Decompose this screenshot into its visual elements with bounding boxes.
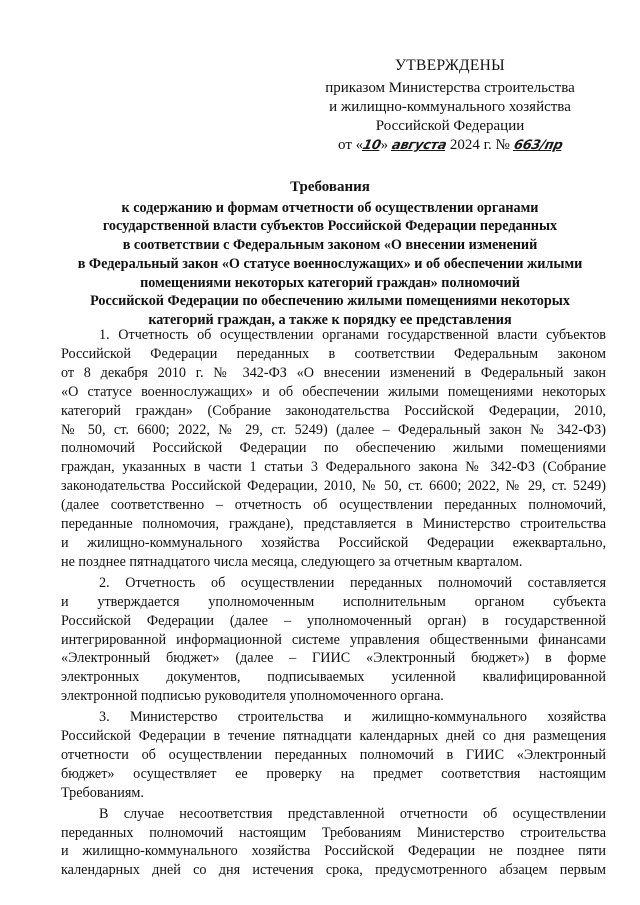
paragraph-line: электронных документов, подписываемых усиленной квалифицированной bbox=[61, 669, 606, 686]
paragraph-line: и жилищно-коммунального хозяйства Российской Федерации не позднее пяти bbox=[61, 843, 606, 860]
paragraph-line: граждан, указанных в части 1 статьи 3 Федерального закона № 342-ФЗ (Собрание bbox=[61, 459, 606, 476]
date-mid: » bbox=[380, 137, 392, 153]
title-line: государственной власти субъектов Российской Федерации переданных bbox=[102, 218, 558, 235]
paragraph bbox=[61, 708, 606, 803]
approval-heading: УТВЕРЖДЕНЫ bbox=[395, 57, 505, 74]
paragraph-line: переданных полномочий настоящим Требованиям Министерство строительства bbox=[61, 824, 606, 841]
paragraph-line: интегрированной информационной системе управления общественными финансами bbox=[61, 631, 606, 648]
paragraph-line: категорий граждан» (Собрание законодательства Российской Федерации, 2010, bbox=[61, 402, 606, 419]
paragraph-line: не позднее пятнадцатого числа месяца, следующего за отчетным кварталом. bbox=[61, 553, 523, 570]
paragraph-line: Требованиям. bbox=[61, 784, 144, 801]
document-body bbox=[61, 326, 606, 882]
paragraph-line: Российской Федерации в течение пятнадцати календарных дней со дня размещения bbox=[61, 728, 606, 745]
title-line: к содержанию и формам отчетности об осуществлении органами bbox=[121, 199, 539, 216]
paragraph-line: 3. Министерство строительства и жилищно-коммунального хозяйства bbox=[99, 709, 606, 726]
paragraph-line: (далее соответственно – отчетность об осуществлении переданных полномочий, bbox=[61, 497, 606, 514]
paragraph-line: «О статусе военнослужащих» и об обеспечении жилыми помещениями некоторых bbox=[61, 383, 606, 400]
approval-stamp-block bbox=[300, 56, 600, 155]
paragraph-line: 1. Отчетность об осуществлении органами государственной власти субъектов bbox=[99, 327, 606, 343]
paragraph-line: электронной подписью руководителя уполномоченного органа. bbox=[61, 688, 444, 705]
handwritten-day: 10 bbox=[361, 138, 383, 153]
paragraph-line: В случае несоответствия представленной отчетности об осуществлении bbox=[99, 805, 606, 822]
paragraph-line: отчетности об осуществлении переданных полномочий в ГИИС «Электронный bbox=[61, 746, 606, 763]
title-line: Российской Федерации по обеспечению жилыми помещениями некоторых bbox=[90, 293, 570, 310]
paragraph-line: Российской Федерации (далее – уполномоченный орган) в государственной bbox=[61, 612, 606, 629]
paragraph bbox=[61, 326, 606, 572]
paragraph-line: календарных дней со дня истечения срока, предусмотренного абзацем первым bbox=[61, 862, 606, 879]
paragraph-line: и утверждается уполномоченным исполнительным органом субъекта bbox=[61, 593, 606, 610]
paragraph-line: бюджет» осуществляет ее проверку на предмет соответствия настоящим bbox=[61, 765, 606, 782]
handwritten-month: августа bbox=[390, 138, 448, 153]
date-prefix: от « bbox=[338, 137, 364, 153]
paragraph-line: и жилищно-коммунального хозяйства Российской Федерации ежеквартально, bbox=[61, 534, 606, 551]
title-line: в соответствии с Федеральным законом «О внесении изменений bbox=[122, 237, 538, 254]
approval-line-2: и жилищно-коммунального хозяйства bbox=[329, 99, 571, 115]
title-line: в Федеральный закон «О статусе военнослужащих» и об обеспечении жилыми bbox=[77, 255, 583, 272]
approval-line-3: Российской Федерации bbox=[375, 118, 525, 134]
title-line: категорий граждан, а также к порядку ее представления bbox=[148, 311, 512, 328]
document-title bbox=[40, 178, 620, 330]
paragraph bbox=[61, 805, 606, 881]
handwritten-order-number: 663/пр bbox=[511, 138, 564, 153]
paragraph-line: «Электронный бюджет» (далее – ГИИС «Электронный бюджет») в форме bbox=[61, 650, 606, 667]
paragraph-line: от 8 декабря 2010 г. № 342-ФЗ «О внесении изменений в Федеральный закон bbox=[61, 364, 606, 381]
approval-line-1: приказом Министерства строительства bbox=[325, 80, 575, 96]
paragraph-line: переданные полномочия, граждане), представляется в Министерство строительства bbox=[61, 516, 606, 533]
paragraph bbox=[61, 574, 606, 706]
paragraph-line: Российской Федерации переданных в соответствии Федеральным законом bbox=[61, 345, 606, 362]
title-heading: Требования bbox=[290, 179, 370, 195]
paragraph-line: 2. Отчетность об осуществлении переданных полномочий составляется bbox=[99, 574, 606, 591]
approval-date-line bbox=[300, 136, 600, 155]
paragraph-line: законодательства Российской Федерации, 2010, № 50, ст. 6600; 2022, № 29, ст. 5249) bbox=[61, 478, 606, 495]
paragraph-line: № 50, ст. 6600; 2022, № 29, ст. 5249) (далее – Федеральный закон № 342-ФЗ) bbox=[61, 421, 606, 438]
date-year: 2024 г. № bbox=[446, 137, 514, 153]
paragraph-line: полномочий Российской Федерации по обеспечению жилыми помещениями bbox=[61, 440, 606, 457]
title-line: помещениями некоторых категорий граждан» полномочий bbox=[140, 274, 520, 291]
